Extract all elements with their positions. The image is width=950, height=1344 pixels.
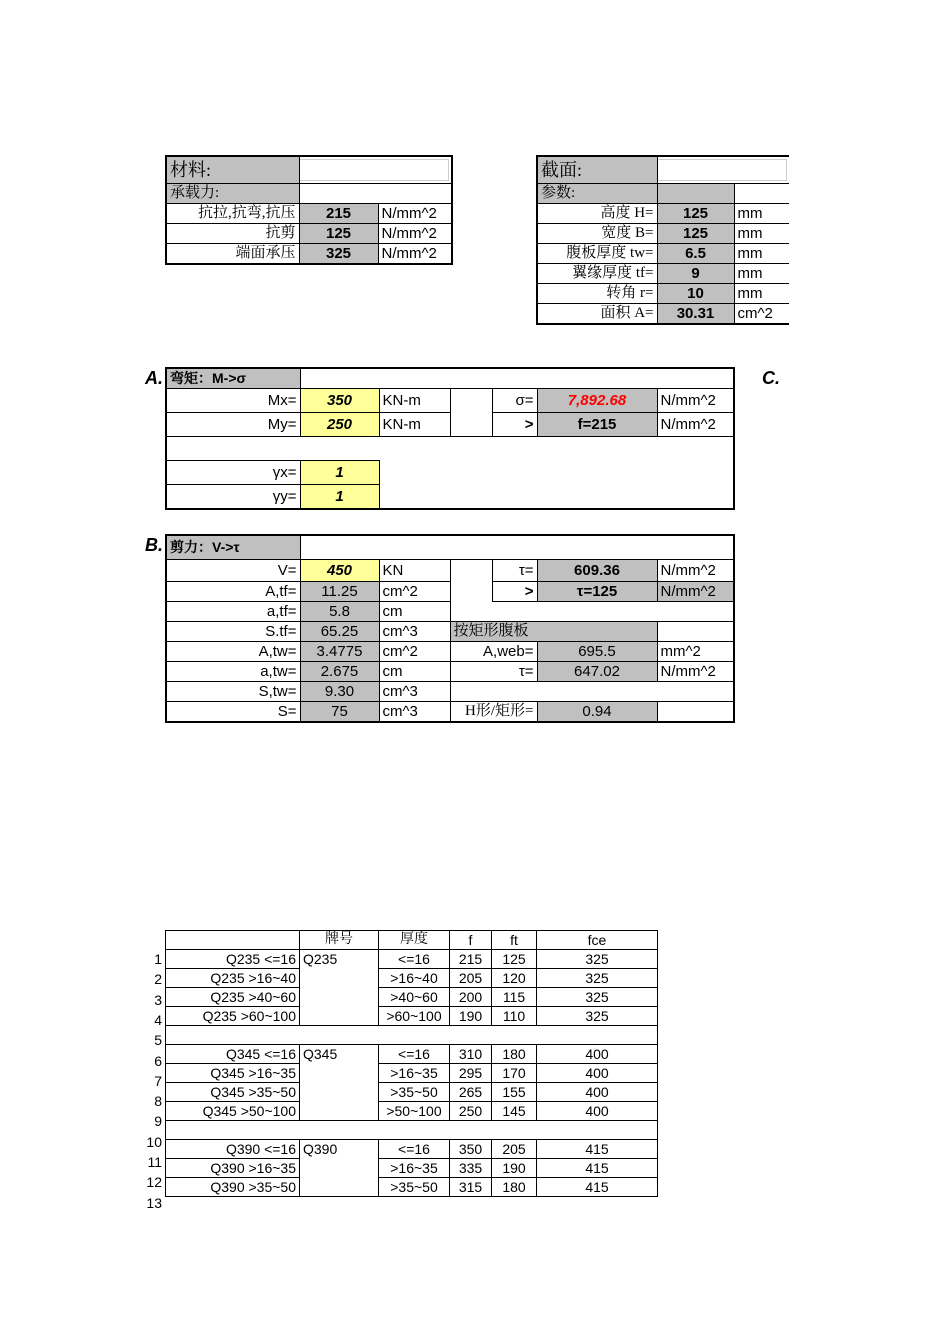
aweb-label: A,web=: [450, 641, 537, 661]
row-number: 4: [154, 1011, 162, 1028]
gy-label: γy=: [166, 485, 300, 509]
steel-f: 335: [450, 1159, 492, 1178]
table-row: [166, 1007, 658, 1026]
atf-unit: cm^2: [379, 581, 450, 601]
mat-value[interactable]: 125: [299, 224, 378, 244]
row-number: 5: [154, 1032, 162, 1049]
tau-limit: τ=125: [537, 581, 657, 601]
steel-fce: 400: [537, 1083, 658, 1102]
table-row: [166, 950, 658, 969]
steel-f: 315: [450, 1178, 492, 1197]
steel-fce: 325: [537, 950, 658, 969]
tau-label: τ=: [492, 559, 537, 581]
atw2-label: a,tw=: [166, 661, 300, 681]
steel-f: 295: [450, 1064, 492, 1083]
steel-thickness: >40~60: [379, 988, 450, 1007]
sec-value[interactable]: 125: [657, 224, 734, 244]
steel-fce: 325: [537, 988, 658, 1007]
sec-value[interactable]: 125: [657, 204, 734, 224]
ratio-value: 0.94: [537, 701, 657, 722]
steel-grade: [300, 969, 379, 988]
sec-label: 面积 A=: [537, 304, 657, 325]
steel-f: 310: [450, 1045, 492, 1064]
gx-input[interactable]: 1: [300, 461, 379, 485]
steel-name: Q345 <=16: [166, 1045, 300, 1064]
f-limit-unit: N/mm^2: [657, 413, 734, 437]
steel-thickness: >16~35: [379, 1159, 450, 1178]
steel-ft: 120: [492, 969, 537, 988]
v-input[interactable]: 450: [300, 559, 379, 581]
steel-name: Q345 >50~100: [166, 1102, 300, 1121]
stf-label: S.tf=: [166, 621, 300, 641]
mx-label: Mx=: [166, 389, 300, 413]
sec-unit: mm: [734, 204, 789, 224]
sec-value[interactable]: 30.31: [657, 304, 734, 325]
section-table: [536, 155, 789, 325]
atw-label: A,tw=: [166, 641, 300, 661]
steel-thickness: >35~50: [379, 1083, 450, 1102]
sec-value[interactable]: 6.5: [657, 244, 734, 264]
s-label: S=: [166, 701, 300, 722]
steel-grade-table: [165, 930, 658, 1197]
table-row: [166, 1140, 658, 1159]
steel-ft: 180: [492, 1178, 537, 1197]
steel-fce: 325: [537, 969, 658, 988]
stw-label: S,tw=: [166, 681, 300, 701]
steel-name: Q235 <=16: [166, 950, 300, 969]
atf-label: A,tf=: [166, 581, 300, 601]
compare-sign: >: [492, 413, 537, 437]
params-label: 参数:: [537, 184, 657, 204]
steel-fce: 325: [537, 1007, 658, 1026]
steel-thickness: <=16: [379, 950, 450, 969]
mx-unit: KN-m: [379, 389, 450, 413]
section-b-letter: B.: [145, 535, 163, 555]
atw-unit: cm^2: [379, 641, 450, 661]
steel-fce: 415: [537, 1178, 658, 1197]
steel-grade: [300, 1159, 379, 1178]
sec-unit: cm^2: [734, 304, 789, 325]
table-row: [166, 1064, 658, 1083]
gx-label: γx=: [166, 461, 300, 485]
tau2-label: τ=: [450, 661, 537, 681]
aweb-unit: mm^2: [657, 641, 734, 661]
shear-table: [165, 534, 735, 723]
material-table: [165, 155, 453, 265]
header-grade: 牌号: [300, 931, 379, 950]
moment-title: 弯矩：M->σ: [166, 368, 300, 389]
sec-label: 腹板厚度 tw=: [537, 244, 657, 264]
mat-label: 抗剪: [166, 224, 299, 244]
sigma-value: 7,892.68: [537, 389, 657, 413]
mat-value[interactable]: 325: [299, 244, 378, 265]
steel-grade: Q345: [300, 1045, 379, 1064]
aweb-value: 695.5: [537, 641, 657, 661]
steel-ft: 115: [492, 988, 537, 1007]
material-title: 材料:: [166, 156, 299, 184]
moment-table: [165, 367, 735, 510]
header-f: f: [450, 931, 492, 950]
tau2-unit: N/mm^2: [657, 661, 734, 681]
sec-value[interactable]: 9: [657, 264, 734, 284]
table-row: [166, 988, 658, 1007]
steel-name: Q390 <=16: [166, 1140, 300, 1159]
steel-name: Q390 >16~35: [166, 1159, 300, 1178]
tau-limit-unit: N/mm^2: [657, 581, 734, 601]
row-number: 10: [146, 1133, 162, 1150]
rect-web-title: 按矩形腹板: [450, 621, 657, 641]
tau-unit: N/mm^2: [657, 559, 734, 581]
s-unit: cm^3: [379, 701, 450, 722]
steel-ft: 180: [492, 1045, 537, 1064]
steel-name: Q345 >16~35: [166, 1064, 300, 1083]
steel-thickness: >16~35: [379, 1064, 450, 1083]
mx-input[interactable]: 350: [300, 389, 379, 413]
steel-ft: 190: [492, 1159, 537, 1178]
atf2-value: 5.8: [300, 601, 379, 621]
steel-grade: [300, 1064, 379, 1083]
row-number: 3: [154, 991, 162, 1008]
stf-value: 65.25: [300, 621, 379, 641]
steel-ft: 110: [492, 1007, 537, 1026]
atf-value: 11.25: [300, 581, 379, 601]
v-label: V=: [166, 559, 300, 581]
table-row: [166, 1178, 658, 1197]
my-unit: KN-m: [379, 413, 450, 437]
steel-grade: [300, 1007, 379, 1026]
row-number: 13: [146, 1194, 162, 1211]
section-c-letter: C.: [762, 368, 780, 388]
table-row: [166, 1121, 658, 1140]
table-row: [166, 1102, 658, 1121]
stf-unit: cm^3: [379, 621, 450, 641]
sigma-unit: N/mm^2: [657, 389, 734, 413]
mat-unit: N/mm^2: [378, 204, 452, 224]
atf2-unit: cm: [379, 601, 450, 621]
header-ft: ft: [492, 931, 537, 950]
steel-grade: [300, 1102, 379, 1121]
steel-name: Q235 >60~100: [166, 1007, 300, 1026]
steel-name: Q235 >16~40: [166, 969, 300, 988]
table-row: [166, 1083, 658, 1102]
sec-value[interactable]: 10: [657, 284, 734, 304]
steel-f: 250: [450, 1102, 492, 1121]
steel-f: 200: [450, 988, 492, 1007]
steel-ft: 125: [492, 950, 537, 969]
steel-f: 205: [450, 969, 492, 988]
sec-label: 翼缘厚度 tf=: [537, 264, 657, 284]
sigma-label: σ=: [492, 389, 537, 413]
steel-name: Q235 >40~60: [166, 988, 300, 1007]
table-row: [166, 1045, 658, 1064]
steel-fce: 415: [537, 1140, 658, 1159]
gy-input[interactable]: 1: [300, 485, 379, 509]
material-input[interactable]: [299, 159, 449, 181]
steel-name: Q390 >35~50: [166, 1178, 300, 1197]
sec-label: 转角 r=: [537, 284, 657, 304]
f-limit: f=215: [537, 413, 657, 437]
steel-grade: [300, 988, 379, 1007]
steel-f: 265: [450, 1083, 492, 1102]
v-unit: KN: [379, 559, 450, 581]
table-row: [166, 1026, 658, 1045]
empty-row-cell: [166, 1026, 658, 1045]
row-number: 6: [154, 1052, 162, 1069]
steel-thickness: <=16: [379, 1045, 450, 1064]
atw2-value: 2.675: [300, 661, 379, 681]
header-thickness: 厚度: [379, 931, 450, 950]
my-label: My=: [166, 413, 300, 437]
capacity-label: 承载力:: [166, 184, 299, 204]
steel-name: Q345 >35~50: [166, 1083, 300, 1102]
mat-label: 抗拉,抗弯,抗压: [166, 204, 299, 224]
row-number: 2: [154, 971, 162, 988]
section-title: 截面:: [537, 156, 657, 184]
empty-row-cell: [166, 1121, 658, 1140]
header-fce: fce: [537, 931, 658, 950]
table-row: [166, 969, 658, 988]
sec-unit: mm: [734, 284, 789, 304]
steel-thickness: >60~100: [379, 1007, 450, 1026]
row-number: 8: [154, 1093, 162, 1110]
table-row: [166, 1159, 658, 1178]
mat-unit: N/mm^2: [378, 224, 452, 244]
tau2-value: 647.02: [537, 661, 657, 681]
steel-ft: 145: [492, 1102, 537, 1121]
my-input[interactable]: 250: [300, 413, 379, 437]
sec-unit: mm: [734, 224, 789, 244]
mat-label: 端面承压: [166, 244, 299, 265]
steel-f: 190: [450, 1007, 492, 1026]
steel-f: 350: [450, 1140, 492, 1159]
steel-thickness: <=16: [379, 1140, 450, 1159]
row-number: 12: [146, 1174, 162, 1191]
steel-f: 215: [450, 950, 492, 969]
steel-thickness: >16~40: [379, 969, 450, 988]
section-a-letter: A.: [145, 368, 163, 388]
shear-title: 剪力：V->τ: [166, 535, 300, 559]
mat-unit: N/mm^2: [378, 244, 452, 265]
steel-fce: 400: [537, 1102, 658, 1121]
steel-thickness: >50~100: [379, 1102, 450, 1121]
sec-label: 宽度 B=: [537, 224, 657, 244]
row-number: 9: [154, 1113, 162, 1130]
row-number: 1: [154, 951, 162, 967]
atf2-label: a,tf=: [166, 601, 300, 621]
steel-ft: 205: [492, 1140, 537, 1159]
sec-unit: mm: [734, 264, 789, 284]
atw2-unit: cm: [379, 661, 450, 681]
s-value: 75: [300, 701, 379, 722]
sec-unit: mm: [734, 244, 789, 264]
section-input[interactable]: [657, 159, 787, 181]
steel-ft: 155: [492, 1083, 537, 1102]
steel-grade: [300, 1178, 379, 1197]
steel-fce: 400: [537, 1045, 658, 1064]
row-number: 7: [154, 1072, 162, 1089]
sec-label: 高度 H=: [537, 204, 657, 224]
steel-grade: Q235: [300, 950, 379, 969]
stw-unit: cm^3: [379, 681, 450, 701]
atw-value: 3.4775: [300, 641, 379, 661]
ratio-label: H形/矩形=: [450, 701, 537, 722]
steel-grade: [300, 1083, 379, 1102]
row-number: 11: [147, 1154, 162, 1170]
tau-compare-sign: >: [492, 581, 537, 601]
stw-value: 9.30: [300, 681, 379, 701]
steel-fce: 400: [537, 1064, 658, 1083]
steel-thickness: >35~50: [379, 1178, 450, 1197]
steel-ft: 170: [492, 1064, 537, 1083]
steel-grade: Q390: [300, 1140, 379, 1159]
steel-fce: 415: [537, 1159, 658, 1178]
tau-value: 609.36: [537, 559, 657, 581]
mat-value[interactable]: 215: [299, 204, 378, 224]
